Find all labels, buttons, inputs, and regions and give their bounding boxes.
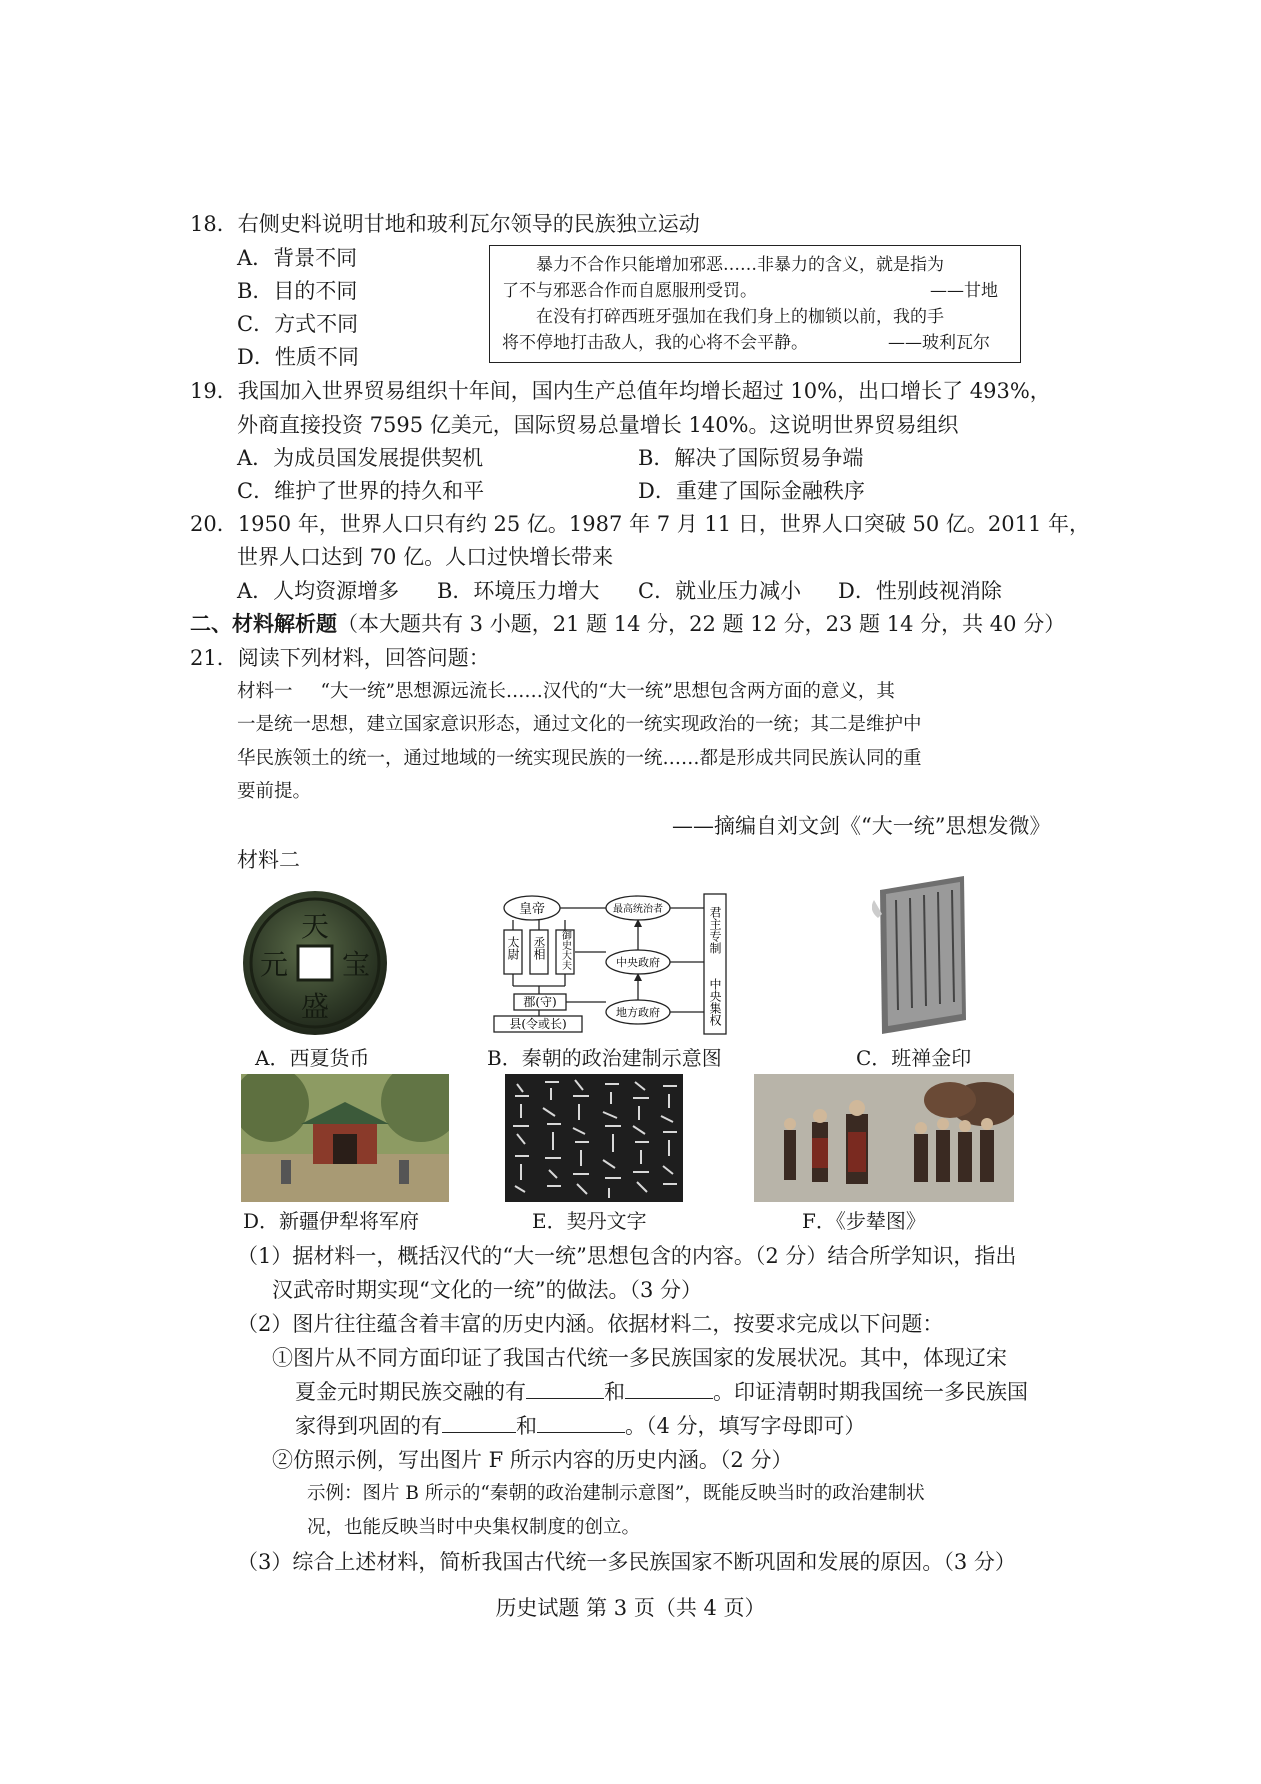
q21-part2-sub2: ②仿照示例，写出图片 F 所示内容的历史内涵。（2 分） xyxy=(272,1448,793,1472)
diagram-centralization: 中央集权 xyxy=(708,978,722,1026)
q19-line1: 19．我国加入世界贸易组织十年间，国内生产总值年均增长超过 10%，出口增长了 493%， xyxy=(190,379,1051,403)
quote-line: 了不与邪恶合作而自愿服刑受罚。 xyxy=(502,281,757,301)
q21-part2-sub1-line2 xyxy=(295,1378,1028,1406)
qin-political-diagram xyxy=(480,890,740,1040)
q21-material1-line2: 一是统一思想，建立国家意识形态，通过文化的一统实现政治的一统；其二是维护中 xyxy=(237,714,922,735)
answer-blank[interactable] xyxy=(442,1414,516,1433)
diagram-jun: 郡(守) xyxy=(523,995,557,1009)
diagram-central-gov: 中央政府 xyxy=(616,956,660,969)
caption-d: D．新疆伊犁将军府 xyxy=(243,1209,420,1233)
q19-line2: 外商直接投资 7595 亿美元，国际贸易总量增长 140%。这说明世界贸易组织 xyxy=(237,413,959,437)
quote-signature-bolivar: ——玻利瓦尔 xyxy=(888,333,990,353)
answer-blank[interactable] xyxy=(537,1414,625,1433)
q18-stem: 18．右侧史料说明甘地和玻利瓦尔领导的民族独立运动 xyxy=(190,212,700,236)
q21-part2-sub1-line1: ①图片从不同方面印证了我国古代统一多民族国家的发展状况。其中，体现辽宋 xyxy=(272,1346,1007,1370)
material1-label: 材料一 xyxy=(237,681,293,702)
q20-option-b: B．环境压力增大 xyxy=(437,579,600,603)
answer-blank[interactable] xyxy=(526,1380,604,1399)
khitan-script-image xyxy=(505,1074,683,1202)
text-segment: 和 xyxy=(604,1380,625,1404)
text-segment: 和 xyxy=(516,1414,537,1438)
q20-option-a: A．人均资源增多 xyxy=(237,579,400,603)
q21-part1-line1: （1）据材料一，概括汉代的“大一统”思想包含的内容。（2 分）结合所学知识，指出 xyxy=(237,1244,1017,1268)
bunian-painting-image xyxy=(754,1074,1014,1202)
section-heading xyxy=(190,610,1065,638)
q21-part1-line2: 汉武帝时期实现“文化的一统”的做法。（3 分） xyxy=(272,1278,703,1302)
q21-part2-sub1-line3 xyxy=(295,1412,866,1440)
diagram-yushi: 御史大夫 xyxy=(559,930,571,970)
diagram-chengxiang: 丞相 xyxy=(532,936,546,960)
caption-a: A．西夏货币 xyxy=(255,1046,370,1070)
answer-blank[interactable] xyxy=(625,1380,713,1399)
diagram-taiwei: 太尉 xyxy=(506,936,520,960)
q19-option-d: D．重建了国际金融秩序 xyxy=(638,479,865,503)
q18-option-d: D．性质不同 xyxy=(237,345,359,369)
coin-char: 宝 xyxy=(341,948,371,981)
ili-general-mansion-image xyxy=(241,1074,449,1202)
q20-line2: 世界人口达到 70 亿。人口过快增长带来 xyxy=(237,545,614,569)
diagram-emperor: 皇帝 xyxy=(518,902,546,917)
coin-char: 天 xyxy=(300,910,330,943)
caption-b: B．秦朝的政治建制示意图 xyxy=(487,1046,722,1070)
q21-material1-line4: 要前提。 xyxy=(237,781,312,802)
panchen-seal-image xyxy=(872,870,972,1040)
q21-part2-line1: （2）图片往往蕴含着丰富的历史内涵。依据材料二，按要求完成以下问题： xyxy=(237,1312,944,1336)
q21-material1-line1 xyxy=(237,678,895,706)
text-segment: 家得到巩固的有 xyxy=(295,1414,442,1438)
coin-char: 盛 xyxy=(300,990,330,1023)
text-segment: 。（4 分，填写字母即可） xyxy=(625,1414,866,1438)
diagram-autocracy: 君主专制 xyxy=(708,906,722,954)
q21-example-line2: 况，也能反映当时中央集权制度的创立。 xyxy=(307,1517,641,1538)
q18-option-a: A．背景不同 xyxy=(237,246,358,270)
section-note: （本大题共有 3 小题，21 题 14 分，22 题 12 分，23 题 14 分，共 40 分） xyxy=(337,612,1066,636)
q21-material2-label: 材料二 xyxy=(237,848,300,872)
text-segment: 。印证清朝时期我国统一多民族国 xyxy=(713,1380,1028,1404)
diagram-supreme-ruler: 最高统治者 xyxy=(613,904,663,915)
q20-option-c: C．就业压力减小 xyxy=(638,579,802,603)
q19-option-c: C．维护了世界的持久和平 xyxy=(237,479,485,503)
q19-option-a: A．为成员国发展提供契机 xyxy=(237,446,484,470)
section-title: 二、材料解析题 xyxy=(190,611,337,636)
material1-text: “大一统”思想源远流长……汉代的“大一统”思想包含两方面的意义，其 xyxy=(320,681,895,702)
text-segment: 夏金元时期民族交融的有 xyxy=(295,1380,526,1404)
q21-example-line1: 示例：图片 B 所示的“秦朝的政治建制示意图”，既能反映当时的政治建制状 xyxy=(307,1483,925,1504)
q18-option-c: C．方式不同 xyxy=(237,312,359,336)
diagram-xian: 县(令或长) xyxy=(509,1017,567,1031)
caption-f: F．《步辇图》 xyxy=(802,1209,926,1233)
q18-option-b: B．目的不同 xyxy=(237,279,358,303)
q21-part3: （3）综合上述材料，简析我国古代统一多民族国家不断巩固和发展的原因。（3 分） xyxy=(237,1550,1016,1574)
q21-material1-source: ——摘编自刘文剑《“大一统”思想发微》 xyxy=(672,814,1051,838)
q21-stem: 21．阅读下列材料，回答问题： xyxy=(190,646,490,670)
quote-line: 将不停地打击敌人，我的心将不会平静。 xyxy=(502,333,808,353)
q20-line1: 20．1950 年，世界人口只有约 25 亿。1987 年 7 月 11 日，世界人口突破 50 亿。2011 年， xyxy=(190,512,1091,536)
q19-option-b: B．解决了国际贸易争端 xyxy=(638,446,864,470)
quote-signature-gandhi: ——甘地 xyxy=(930,281,998,301)
q21-material1-line3: 华民族领土的统一，通过地域的一统实现民族的一统……都是形成共同民族认同的重 xyxy=(237,748,922,769)
page-footer: 历史试题 第 3 页（共 4 页） xyxy=(495,1596,766,1620)
q18-quote-box xyxy=(489,245,1021,363)
quote-line: 在没有打碎西班牙强加在我们身上的枷锁以前，我的手 xyxy=(536,307,944,327)
quote-line: 暴力不合作只能增加邪恶……非暴力的含义，就是指为 xyxy=(536,255,944,275)
coin-char: 元 xyxy=(259,948,289,981)
xixia-coin-image xyxy=(240,888,390,1038)
caption-e: E．契丹文字 xyxy=(532,1209,647,1233)
caption-c: C．班禅金印 xyxy=(856,1046,972,1070)
diagram-local-gov: 地方政府 xyxy=(616,1006,660,1019)
q20-option-d: D．性别歧视消除 xyxy=(838,579,1002,603)
